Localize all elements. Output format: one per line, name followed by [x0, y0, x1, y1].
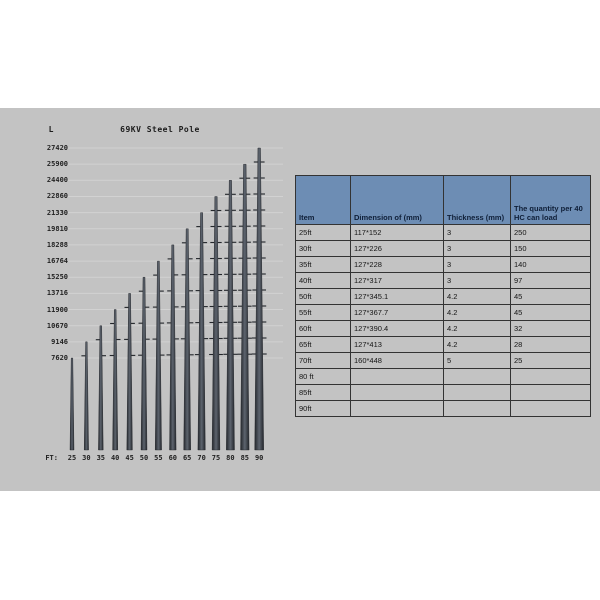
table-cell [444, 401, 511, 417]
table-cell: 25ft [296, 225, 351, 241]
pole-70ft [198, 213, 205, 450]
table-cell: 160*448 [351, 353, 444, 369]
table-row [296, 385, 591, 401]
table-cell: 127*228 [351, 257, 444, 273]
table-cell: 60ft [296, 321, 351, 337]
y-axis-tick-label: 9146 [51, 337, 68, 346]
table-cell: 30ft [296, 241, 351, 257]
x-axis-tick-label: 45 [125, 454, 134, 462]
table-cell: 4.2 [444, 289, 511, 305]
column-header: The quantity per 40 HC can load [511, 176, 591, 225]
pole-50ft [141, 277, 147, 450]
table-cell: 35ft [296, 257, 351, 273]
chart-title: 69KV Steel Pole [120, 125, 200, 134]
table-cell: 127*367.7 [351, 305, 444, 321]
x-axis-tick-label: 25 [67, 454, 77, 462]
pole-40ft [113, 310, 118, 451]
y-axis-tick-label: 21330 [46, 208, 68, 217]
column-header: Thickness (mm) [444, 176, 511, 225]
table-row [296, 337, 591, 353]
x-axis-tick-label: 30 [82, 454, 91, 462]
table-cell: 45 [511, 289, 591, 305]
table-cell: 3 [444, 257, 511, 273]
pole-60ft [170, 245, 177, 450]
y-axis-tick-label: 19810 [46, 224, 68, 233]
x-axis-tick-label: 55 [154, 454, 163, 462]
table-cell: 97 [511, 273, 591, 289]
table-cell: 25 [511, 353, 591, 369]
table-row [296, 353, 591, 369]
table-cell [511, 401, 591, 417]
table-cell: 127*317 [351, 273, 444, 289]
column-header: Item [296, 176, 351, 225]
table-row [296, 321, 591, 337]
table-row [296, 369, 591, 385]
table-cell: 4.2 [444, 337, 511, 353]
x-axis-tick-label: 50 [139, 454, 149, 462]
pole-45ft [127, 293, 133, 450]
table-cell: 127*345.1 [351, 289, 444, 305]
table-cell [351, 369, 444, 385]
table-cell: 85ft [296, 385, 351, 401]
table-cell: 65ft [296, 337, 351, 353]
table-cell: 127*226 [351, 241, 444, 257]
y-axis-tick-label: 27420 [46, 144, 68, 152]
table-cell: 45 [511, 305, 591, 321]
table-cell: 140 [511, 257, 591, 273]
table-row [296, 273, 591, 289]
table-cell [444, 385, 511, 401]
table-header-row [296, 176, 591, 225]
table-row [296, 257, 591, 273]
y-axis-tick-label: 11900 [46, 305, 68, 314]
table-cell: 4.2 [444, 321, 511, 337]
table-cell: 32 [511, 321, 591, 337]
y-axis-label: L [48, 125, 54, 134]
pole-65ft [184, 229, 191, 450]
table-cell: 40ft [296, 273, 351, 289]
table-cell: 5 [444, 353, 511, 369]
spec-table [295, 175, 591, 417]
pole-80ft [226, 180, 234, 450]
pole-75ft [212, 197, 220, 451]
table-cell: 127*413 [351, 337, 444, 353]
table-row [296, 241, 591, 257]
table-cell [444, 369, 511, 385]
table-cell [351, 385, 444, 401]
table-cell: 50ft [296, 289, 351, 305]
x-axis-tick-label: 70 [197, 454, 206, 462]
table-row [296, 401, 591, 417]
column-header: Dimension of (mm) [351, 176, 444, 225]
pole-90ft [255, 148, 264, 450]
table-cell: 80 ft [296, 369, 351, 385]
x-axis-label: FT: [45, 454, 58, 462]
y-axis-tick-label: 25900 [46, 160, 68, 169]
table-cell: 150 [511, 241, 591, 257]
table-cell: 55ft [296, 305, 351, 321]
y-axis-tick-label: 24400 [46, 176, 68, 185]
table-row [296, 225, 591, 241]
table-cell: 70ft [296, 353, 351, 369]
x-axis-tick-label: 80 [226, 454, 235, 462]
y-axis-tick-label: 18288 [46, 240, 68, 249]
pole-35ft [98, 326, 103, 450]
pole-85ft [241, 164, 250, 450]
table-cell: 3 [444, 273, 511, 289]
y-axis-tick-label: 10670 [46, 321, 68, 330]
y-axis-tick-label: 7620 [51, 354, 68, 362]
table-cell: 250 [511, 225, 591, 241]
table-cell: 117*152 [351, 225, 444, 241]
table-cell [351, 401, 444, 417]
y-axis-tick-label: 13716 [46, 289, 68, 298]
x-axis-tick-label: 60 [168, 454, 178, 462]
table-cell: 3 [444, 225, 511, 241]
table-cell [511, 385, 591, 401]
table-cell: 127*390.4 [351, 321, 444, 337]
table-row [296, 289, 591, 305]
y-axis-tick-label: 15250 [46, 273, 68, 282]
table-cell [511, 369, 591, 385]
y-axis-tick-label: 22860 [46, 192, 68, 201]
x-axis-tick-label: 40 [110, 454, 120, 462]
table-cell: 4.2 [444, 305, 511, 321]
x-axis-tick-label: 85 [240, 454, 250, 462]
table-cell: 90ft [296, 401, 351, 417]
x-axis-tick-label: 35 [96, 454, 106, 462]
x-axis-tick-label: 75 [211, 454, 221, 462]
table-cell: 3 [444, 241, 511, 257]
y-axis-tick-label: 16764 [46, 257, 68, 266]
x-axis-tick-label: 90 [254, 454, 264, 462]
x-axis-tick-label: 65 [182, 454, 192, 462]
table-row [296, 305, 591, 321]
poles-group [70, 148, 267, 450]
table-cell: 28 [511, 337, 591, 353]
pole-25ft [70, 358, 74, 450]
